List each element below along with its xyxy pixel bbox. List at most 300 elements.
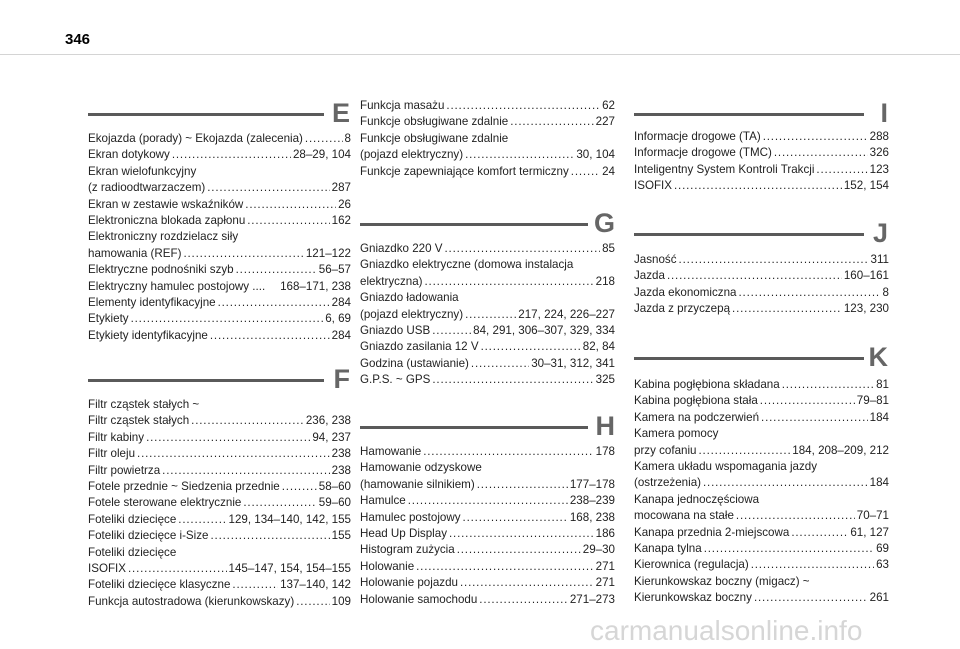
index-term: Kierunkowskaz boczny [634, 591, 752, 605]
index-term: Ekojazda (porady) ~ Ekojazda (zalecenia) [88, 132, 303, 145]
index-entry [88, 545, 351, 578]
index-entry-line [88, 246, 351, 262]
index-page-ref: 218 [595, 274, 615, 288]
index-term: Foteliki dziecięce [88, 545, 177, 559]
section-letter-h: H [595, 411, 615, 441]
index-entry [88, 577, 351, 593]
index-term: Informacje drogowe (TMC) [634, 146, 772, 160]
index-entry-line [360, 592, 615, 608]
dot-leader [137, 446, 330, 462]
index-entry-line [88, 495, 351, 511]
index-entry [634, 178, 889, 194]
index-entry [360, 114, 615, 130]
index-term: (hamowanie silnikiem) [360, 477, 475, 491]
index-term: Kamera na podczerwień [634, 410, 760, 424]
index-entry-line [634, 268, 889, 284]
index-entry [88, 164, 351, 197]
index-entry-line [88, 147, 351, 163]
index-entry [634, 492, 889, 525]
dot-leader [761, 410, 868, 426]
index-term: Funkcje obsługiwane zdalnie [360, 115, 509, 129]
index-entry [88, 512, 351, 528]
dot-leader [751, 557, 874, 573]
index-term: Elektryczny hamulec postojowy .... [88, 279, 266, 293]
index-page-ref: 271–273 [569, 592, 615, 606]
page-divider [0, 54, 960, 55]
index-page-ref: 145–147, 154, 154–155 [228, 562, 351, 576]
dot-leader [416, 559, 594, 575]
section-header-e [88, 100, 350, 126]
index-term: Kabina pogłębiona składana [634, 378, 780, 391]
dot-leader [408, 493, 568, 509]
index-entry [634, 252, 889, 268]
index-page-ref: 184, 208–209, 212 [792, 443, 889, 457]
index-term: Fotele sterowane elektrycznie [88, 496, 242, 510]
index-entry-line [88, 577, 351, 593]
index-entry [634, 162, 889, 178]
index-entry-line [88, 413, 351, 429]
index-term: Filtr kabiny [88, 430, 145, 444]
dot-leader [774, 145, 868, 161]
index-page-ref: 62 [602, 99, 615, 112]
section-letter-k: K [868, 342, 888, 372]
index-entry [634, 129, 889, 145]
index-list-h [360, 444, 615, 608]
index-term: Kamera pomocy [634, 427, 719, 441]
index-entry [634, 557, 889, 573]
index-entry-line-wrap [634, 426, 889, 442]
index-entry [88, 295, 351, 311]
index-page-ref: 69 [876, 542, 889, 556]
index-entry-line-wrap [634, 574, 889, 590]
index-entry-line [634, 129, 889, 145]
index-term: ISOFIX [88, 562, 127, 576]
index-entry-line [360, 164, 615, 180]
index-entry-line [88, 512, 351, 528]
index-entry [360, 257, 615, 290]
index-page-ref: 168–171, 238 [280, 279, 351, 293]
index-page-ref: 8 [882, 285, 889, 299]
index-page-ref: 288 [869, 130, 889, 143]
index-page-ref: 121–122 [305, 246, 351, 260]
index-entry [360, 526, 615, 542]
index-term: (pojazd elektryczny) [360, 148, 464, 162]
index-page-ref: 24 [602, 164, 615, 178]
index-term: Kanapa jednoczęściowa [634, 492, 760, 506]
index-page-ref: 84, 291, 306–307, 329, 334 [473, 324, 615, 338]
index-page-ref: 26 [338, 197, 351, 211]
index-term: przy cofaniu [634, 443, 697, 457]
section-header-k [634, 344, 888, 370]
index-entry [88, 495, 351, 511]
index-entry-line-wrap [360, 290, 615, 306]
index-term: Gniazdo USB [360, 324, 431, 338]
page-number: 346 [65, 31, 91, 48]
dot-leader [571, 164, 600, 180]
dot-leader [236, 262, 317, 278]
index-entry-line [88, 328, 351, 344]
index-term: Hamulec postojowy [360, 510, 461, 524]
section-bar [88, 379, 324, 382]
index-entry-line [88, 446, 351, 462]
index-entry-line [360, 147, 615, 163]
index-term: Informacje drogowe (TA) [634, 130, 761, 143]
index-term: Godzina (ustawianie) [360, 356, 469, 370]
index-term: Funkcja masażu [360, 99, 445, 112]
index-term: Gniazdo ładowania [360, 291, 459, 305]
dot-leader [449, 526, 594, 542]
dot-leader [432, 372, 593, 388]
index-term: Jasność [634, 253, 677, 266]
index-entry-line [634, 590, 889, 606]
index-entry-line [88, 213, 351, 229]
dot-leader [247, 213, 329, 229]
dot-leader [282, 479, 317, 495]
index-page-ref: 155 [331, 529, 351, 543]
dot-leader [460, 575, 594, 591]
index-term: G.P.S. ~ GPS [360, 373, 431, 387]
index-entry [634, 574, 889, 607]
index-entry [634, 459, 889, 492]
index-page-ref: 184 [869, 476, 889, 490]
index-page-ref: 177–178 [569, 477, 615, 491]
index-page-ref: 30–31, 312, 341 [531, 356, 615, 370]
index-entry [88, 446, 351, 462]
index-entry-line [88, 430, 351, 446]
section-bar [88, 113, 324, 116]
section-bar [634, 357, 864, 360]
index-term: Holowanie samochodu [360, 592, 478, 606]
index-term: Etykiety [88, 312, 129, 326]
index-entry [88, 131, 351, 147]
dot-leader [481, 339, 581, 355]
index-entry-line [634, 508, 889, 524]
index-term: Foteliki dziecięce i-Size [88, 529, 209, 543]
index-page-ref: 59–60 [318, 496, 351, 510]
dot-leader [432, 323, 471, 339]
dot-leader [791, 525, 848, 541]
dot-leader [245, 197, 336, 213]
index-term: Elektryczne podnośniki szyb [88, 263, 234, 277]
index-page-ref: 238 [331, 463, 351, 477]
index-entry [88, 213, 351, 229]
index-term: Kanapa tylna [634, 542, 702, 556]
dot-leader [131, 311, 324, 327]
section-header-h [360, 413, 615, 439]
index-entry-line [88, 561, 351, 577]
index-entry [88, 197, 351, 213]
index-term: Kierownica (regulacja) [634, 558, 749, 572]
index-term: Holowanie pojazdu [360, 576, 458, 590]
index-entry [88, 328, 351, 344]
index-entry-line [88, 594, 351, 610]
index-page-ref: 129, 134–140, 142, 155 [228, 512, 351, 526]
index-entry-line [360, 323, 615, 339]
dot-leader [816, 162, 867, 178]
index-entry-line [634, 475, 889, 491]
index-term: Ekran wielofunkcyjny [88, 164, 197, 178]
index-entry [360, 592, 615, 608]
index-entry [360, 323, 615, 339]
index-entry [634, 393, 889, 409]
index-term: (pojazd elektryczny) [360, 307, 464, 321]
index-entry-line [360, 356, 615, 372]
index-entry-line-wrap [634, 492, 889, 508]
index-entry [360, 290, 615, 323]
index-page-ref: 82, 84 [582, 340, 615, 354]
index-entry [88, 311, 351, 327]
index-entry-line [88, 479, 351, 495]
dot-leader [457, 542, 581, 558]
index-entry [634, 377, 889, 393]
dot-leader [425, 274, 594, 290]
index-page-ref: 6, 69 [325, 312, 351, 326]
index-entry-line [88, 180, 351, 196]
index-entry [360, 542, 615, 558]
index-entry [360, 575, 615, 591]
index-list-f [88, 397, 351, 610]
index-entry-line [634, 377, 889, 393]
index-entry [88, 479, 351, 495]
index-page-ref: 79–81 [856, 394, 889, 408]
dot-leader [296, 594, 329, 610]
index-page-ref: 162 [331, 214, 351, 228]
index-term: Histogram zużycia [360, 543, 455, 557]
section-letter-g: G [593, 208, 615, 238]
section-header-f [88, 366, 350, 392]
index-entry-line [360, 98, 615, 114]
index-page-ref: 29–30 [582, 543, 615, 557]
dot-leader [477, 477, 568, 493]
index-entry [360, 444, 615, 460]
index-entry-line [360, 372, 615, 388]
dot-leader [465, 147, 574, 163]
index-entry [88, 262, 351, 278]
index-entry-line [88, 197, 351, 213]
index-page-ref: 168, 238 [569, 510, 615, 524]
index-entry-line [360, 444, 615, 460]
index-term: Jazda [634, 269, 665, 283]
index-list-f-continued [360, 98, 615, 180]
index-entry [88, 397, 351, 430]
index-term: Hamowanie odzyskowe [360, 461, 482, 475]
dot-leader [667, 268, 842, 284]
index-entry-line [88, 311, 351, 327]
index-page-ref: 70–71 [856, 509, 889, 523]
dot-leader [232, 577, 278, 593]
index-entry-line [634, 410, 889, 426]
index-page-ref: 311 [870, 253, 889, 266]
index-entry [88, 528, 351, 544]
dot-leader [178, 512, 226, 528]
index-entry [634, 541, 889, 557]
index-page-ref: 217, 224, 226–227 [518, 307, 615, 321]
index-term: Jazda ekonomiczna [634, 285, 737, 299]
dot-leader [162, 463, 330, 479]
index-page-ref: 287 [331, 181, 351, 195]
index-entry [360, 493, 615, 509]
dot-leader [465, 307, 516, 323]
index-entry [360, 559, 615, 575]
index-page-ref: 284 [331, 296, 351, 310]
index-entry-line [360, 241, 615, 257]
index-page-ref: 178 [595, 445, 615, 458]
index-term: Filtr cząstek stałych ~ [88, 398, 200, 411]
section-bar [634, 233, 864, 236]
index-entry-line-wrap [360, 131, 615, 147]
index-entry [360, 356, 615, 372]
dot-leader [423, 444, 593, 460]
index-entry [634, 301, 889, 317]
index-page-ref: 238–239 [569, 494, 615, 508]
index-entry-line [360, 575, 615, 591]
index-entry-line [88, 463, 351, 479]
index-term: Foteliki dziecięce klasyczne [88, 578, 231, 592]
index-entry [360, 131, 615, 164]
dot-leader [305, 131, 343, 147]
index-term: Gniazdo zasilania 12 V [360, 340, 479, 354]
index-entry-line [360, 477, 615, 493]
index-term: Gniazdko elektryczne (domowa instalacja [360, 258, 574, 272]
index-term: Fotele przednie ~ Siedzenia przednie [88, 480, 280, 494]
index-page-ref: 186 [595, 527, 615, 541]
dot-leader [211, 528, 330, 544]
index-entry [634, 410, 889, 426]
index-entry-line [634, 301, 889, 317]
index-page-ref: 30, 104 [576, 148, 615, 162]
section-letter-j: J [872, 218, 888, 248]
index-page-ref: 160–161 [843, 269, 889, 283]
index-term: Hamulce [360, 494, 406, 508]
index-list-e [88, 131, 351, 344]
index-term: Head Up Display [360, 527, 447, 541]
dot-leader [210, 328, 330, 344]
dot-leader [763, 129, 868, 145]
index-term: Hamowanie [360, 445, 422, 458]
section-bar [360, 223, 588, 226]
dot-leader [782, 377, 874, 393]
index-term: Elementy identyfikacyjne [88, 296, 216, 310]
index-term: Funkcje zapewniające komfort termiczny [360, 164, 569, 178]
dot-leader [471, 356, 529, 372]
index-page-ref: 63 [876, 558, 889, 572]
index-term: Foteliki dziecięce [88, 512, 177, 526]
dot-leader [736, 508, 855, 524]
index-page-ref: 236, 238 [305, 414, 351, 428]
index-page-ref: 261 [869, 591, 889, 605]
dot-leader [510, 114, 593, 130]
index-entry-line-wrap [88, 397, 351, 413]
index-term: Kamera układu wspomagania jazdy [634, 460, 818, 474]
index-entry-line [88, 131, 351, 147]
index-page-ref: 227 [595, 115, 615, 129]
index-entry [634, 268, 889, 284]
index-term: ISOFIX [634, 179, 673, 193]
dot-leader [679, 252, 869, 268]
section-header-j [634, 220, 888, 246]
index-page-ref: 85 [602, 242, 615, 255]
section-header-i [634, 100, 888, 126]
index-entry [634, 285, 889, 301]
index-entry-line [634, 145, 889, 161]
index-entry-line-wrap [634, 459, 889, 475]
index-page-ref: 123 [869, 162, 889, 176]
index-entry-line [634, 541, 889, 557]
index-entry [88, 430, 351, 446]
index-page-ref: 271 [595, 576, 615, 590]
index-page-ref: 94, 237 [312, 430, 351, 444]
dot-leader [738, 285, 880, 301]
dot-leader [463, 510, 568, 526]
dot-leader [128, 561, 226, 577]
index-page-ref: 56–57 [318, 263, 351, 277]
index-entry [360, 164, 615, 180]
index-term: Inteligentny System Kontroli Trakcji [634, 162, 815, 176]
index-term: mocowana na stałe [634, 509, 734, 523]
index-entry [360, 372, 615, 388]
index-page-ref: 137–140, 142 [280, 578, 351, 592]
section-letter-e: E [331, 98, 350, 128]
index-entry [634, 426, 889, 459]
index-term: Kabina pogłębiona stała [634, 394, 758, 408]
index-entry-line [360, 542, 615, 558]
index-entry [88, 147, 351, 163]
index-entry-line [360, 114, 615, 130]
index-entry-line [634, 393, 889, 409]
index-entry-line-wrap [88, 545, 351, 561]
index-page-ref: 326 [869, 146, 889, 160]
index-term: Ekran dotykowy [88, 148, 170, 162]
index-term: Gniazdko 220 V [360, 242, 443, 255]
dot-leader [183, 246, 303, 262]
index-entry-line [634, 525, 889, 541]
index-list-k [634, 377, 889, 607]
index-entry-line [88, 262, 351, 278]
index-entry [360, 339, 615, 355]
index-entry [88, 463, 351, 479]
dot-leader [243, 495, 316, 511]
index-term: Holowanie [360, 559, 415, 573]
dot-leader [445, 241, 601, 257]
index-entry [88, 279, 351, 295]
section-bar [360, 426, 588, 429]
index-page-ref: 109 [331, 594, 351, 608]
dot-leader [479, 592, 568, 608]
index-page-ref: 184 [869, 410, 889, 424]
dot-leader [732, 301, 842, 317]
dot-leader [704, 541, 874, 557]
index-entry-line-wrap [360, 257, 615, 273]
index-entry-line [88, 279, 351, 295]
index-entry-line [634, 162, 889, 178]
index-page-ref: 271 [595, 559, 615, 573]
index-entry [634, 525, 889, 541]
index-entry [360, 98, 615, 114]
index-term: Kanapa przednia 2-miejscowa [634, 525, 790, 539]
index-page-ref: 238 [331, 447, 351, 461]
dot-leader [703, 475, 868, 491]
index-entry-line [360, 307, 615, 323]
index-term: Jazda z przyczepą [634, 302, 731, 316]
index-entry [88, 594, 351, 610]
index-entry-line [360, 274, 615, 290]
index-page-ref: 123, 230 [843, 302, 889, 316]
dot-leader [207, 180, 329, 196]
index-term: (ostrzeżenia) [634, 476, 702, 490]
index-term: Elektroniczny rozdzielacz siły [88, 230, 239, 244]
index-term: Funkcja autostradowa (kierunkowskazy) [88, 594, 295, 608]
index-term: Etykiety identyfikacyjne [88, 328, 208, 342]
